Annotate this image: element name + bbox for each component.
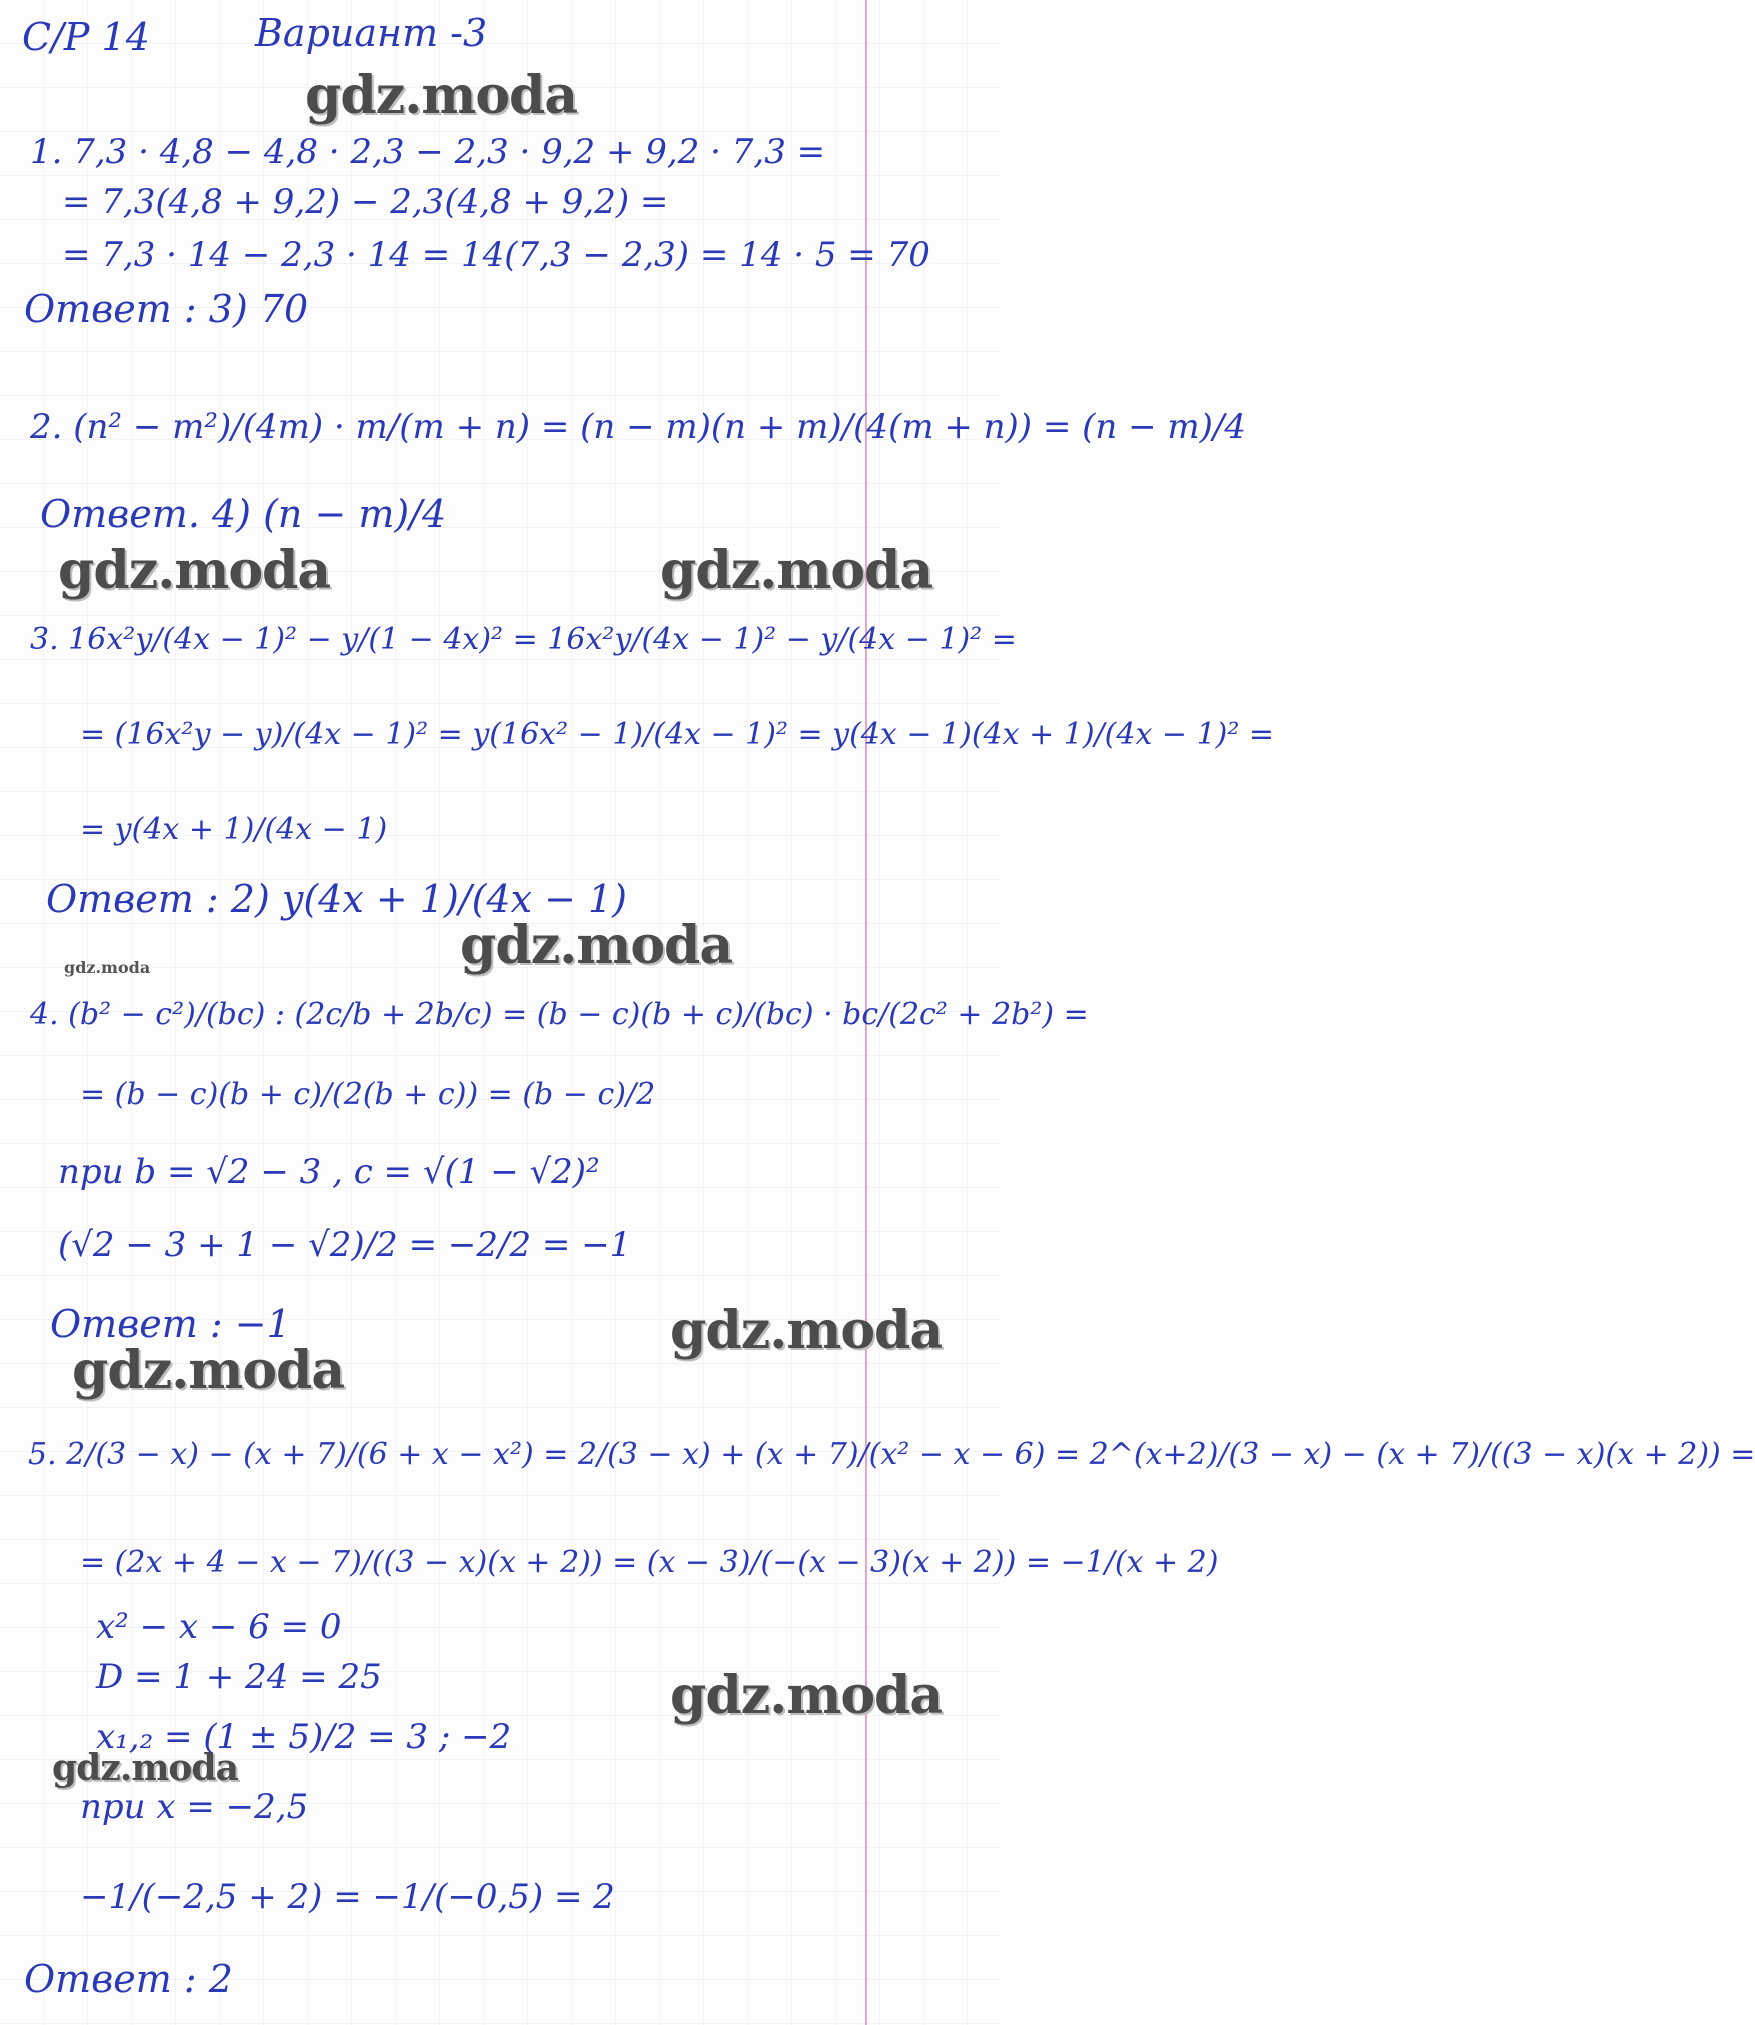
- problem-3-line-1: 3. 16x²y/(4x − 1)² − y/(1 − 4x)² = 16x²y/(4x − 1)² − y/(4x − 1)² =: [30, 622, 1017, 657]
- work-number: С/Р 14: [22, 15, 150, 59]
- problem-4-line-1: 4. (b² − c²)/(bc) : (2c/b + 2b/c) = (b − c)(b + c)/(bc) · bc/(2c² + 2b²) =: [30, 997, 1089, 1032]
- problem-5-line-2: = (2x + 4 − x − 7)/((3 − x)(x + 2)) = (x − 3)/(−(x − 3)(x + 2)) = −1/(x + 2): [80, 1545, 1219, 1580]
- watermark: gdz.moda: [670, 1665, 943, 1726]
- problem-3-line-3: = y(4x + 1)/(4x − 1): [80, 812, 388, 847]
- problem-5-line-4: D = 1 + 24 = 25: [96, 1657, 382, 1697]
- problem-5-line-7: −1/(−2,5 + 2) = −1/(−0,5) = 2: [80, 1877, 615, 1917]
- problem-3-line-2: = (16x²y − y)/(4x − 1)² = y(16x² − 1)/(4x − 1)² = y(4x − 1)(4x + 1)/(4x − 1)² =: [80, 717, 1275, 752]
- problem-4-line-3: при b = √2 − 3 , c = √(1 − √2)²: [58, 1152, 600, 1192]
- problem-1-answer: Ответ : 3) 70: [24, 287, 309, 331]
- variant-title: Вариант -3: [255, 11, 488, 55]
- watermark: gdz.moda: [58, 540, 331, 601]
- watermark: gdz.moda: [72, 1340, 345, 1401]
- problem-5-line-1: 5. 2/(3 − x) − (x + 7)/(6 + x − x²) = 2/(3 − x) + (x + 7)/(x² − x − 6) = 2^(x+2)/(3 − x) − (x + 7)/((3 − x)(x + 2)) =: [28, 1437, 1755, 1472]
- problem-2-answer: Ответ. 4) (n − m)/4: [40, 492, 447, 536]
- problem-5-answer: Ответ : 2: [24, 1957, 233, 2001]
- problem-1-line-2: = 7,3(4,8 + 9,2) − 2,3(4,8 + 9,2) =: [62, 182, 669, 222]
- watermark: gdz.moda: [52, 1747, 238, 1789]
- problem-1-line-3: = 7,3 · 14 − 2,3 · 14 = 14(7,3 − 2,3) = 14 · 5 = 70: [62, 235, 930, 275]
- problem-5-line-5: x₁,₂ = (1 ± 5)/2 = 3 ; −2: [96, 1717, 512, 1757]
- watermark: gdz.moda: [460, 915, 733, 976]
- watermark: gdz.moda: [305, 65, 578, 126]
- watermark: gdz.moda: [64, 958, 151, 977]
- problem-4-answer: Ответ : −1: [50, 1302, 291, 1346]
- problem-4-line-2: = (b − c)(b + c)/(2(b + c)) = (b − c)/2: [80, 1077, 656, 1112]
- watermark: gdz.moda: [660, 540, 933, 601]
- problem-1-line-1: 1. 7,3 · 4,8 − 4,8 · 2,3 − 2,3 · 9,2 + 9,2 · 7,3 =: [30, 132, 826, 172]
- problem-4-line-4: (√2 − 3 + 1 − √2)/2 = −2/2 = −1: [58, 1225, 632, 1265]
- problem-5-line-3: x² − x − 6 = 0: [96, 1607, 342, 1647]
- problem-2-line-1: 2. (n² − m²)/(4m) · m/(m + n) = (n − m)(n + m)/(4(m + n)) = (n − m)/4: [30, 407, 1247, 447]
- problem-5-line-6: при x = −2,5: [80, 1787, 309, 1827]
- problem-3-answer: Ответ : 2) y(4x + 1)/(4x − 1): [46, 877, 628, 921]
- watermark: gdz.moda: [670, 1300, 943, 1361]
